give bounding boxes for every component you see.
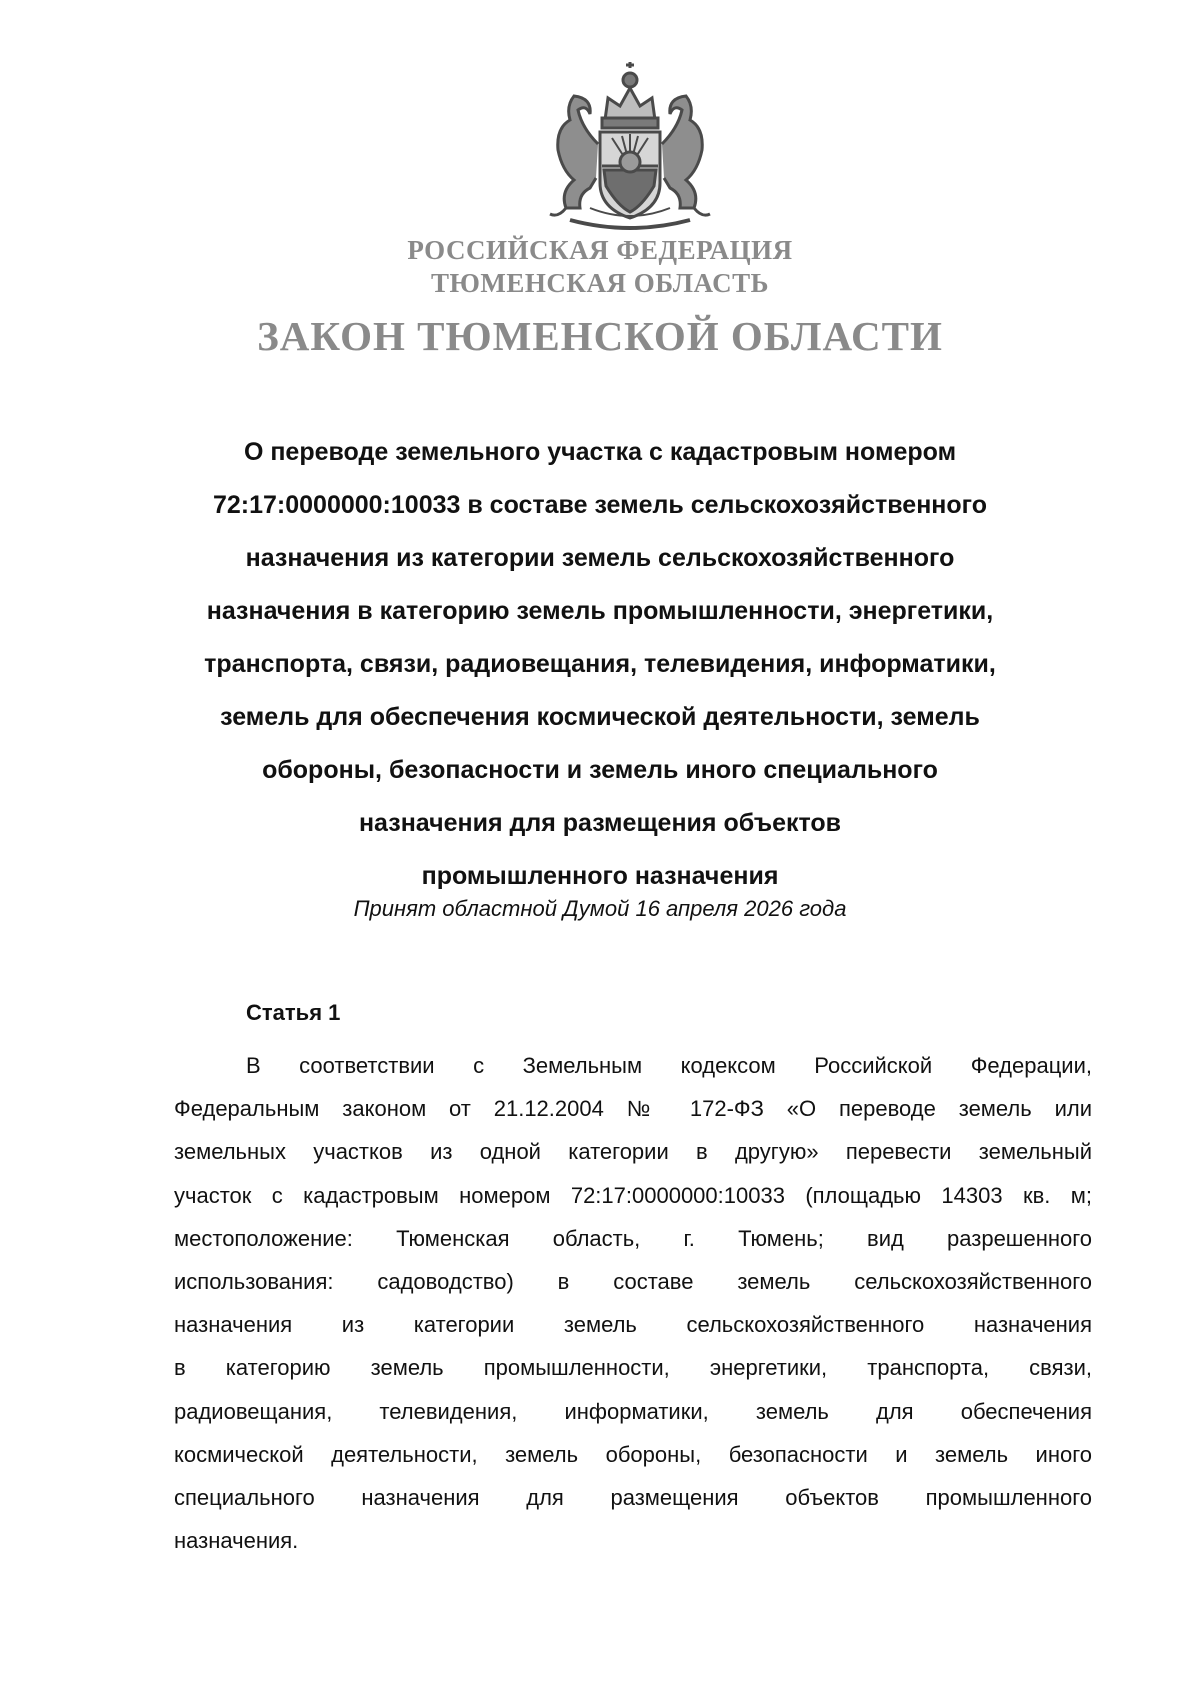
article-line: участок с кадастровым номером 72:17:0000000:10033 (площадью 14303 кв. м; xyxy=(174,1182,1092,1208)
law-title-line: транспорта, связи, радиовещания, телевидения, информатики, xyxy=(204,650,996,678)
article-line: назначения из категории земель сельскохозяйственного назначения xyxy=(174,1312,1092,1338)
article-line: назначения. xyxy=(174,1528,299,1554)
article-line: земельных участков из одной категории в другую» перевести земельный xyxy=(174,1139,1092,1165)
law-title-line: назначения из категории земель сельскохозяйственного xyxy=(245,544,955,572)
adoption-note: Принят областной Думой 16 апреля 2026 года xyxy=(353,896,847,921)
law-title-line: обороны, безопасности и земель иного специального xyxy=(262,756,938,784)
law-title-line: земель для обеспечения космической деятельности, земель xyxy=(220,703,980,731)
article-line: В соответствии с Земельным кодексом Российской Федерации, xyxy=(246,1053,1092,1078)
law-title-line: назначения для размещения объектов xyxy=(358,809,842,837)
law-title-line: О переводе земельного участка с кадастровым номером xyxy=(243,438,957,466)
article-line: использования: садоводство) в составе земель сельскохозяйственного xyxy=(174,1268,1092,1294)
article-heading: Статья 1 xyxy=(246,1000,341,1025)
region-heading: ТЮМЕНСКАЯ ОБЛАСТЬ xyxy=(430,268,770,298)
article-line: местоположение: Тюменская область, г. Тюмень; вид разрешенного xyxy=(174,1225,1092,1251)
article-line: специального назначения для размещения объектов промышленного xyxy=(174,1484,1092,1510)
article-line: в категорию земель промышленности, энергетики, транспорта, связи, xyxy=(174,1355,1092,1381)
coat-of-arms-icon xyxy=(530,58,730,236)
article-line: космической деятельности, земель обороны, безопасности и земель иного xyxy=(174,1441,1092,1467)
article-body xyxy=(174,1044,1092,1562)
country-heading: РОССИЙСКАЯ ФЕДЕРАЦИЯ xyxy=(407,235,793,265)
law-title-line: назначения в категорию земель промышленности, энергетики, xyxy=(206,597,994,625)
article-line: радиовещания, телевидения, информатики, земель для обеспечения xyxy=(174,1398,1092,1424)
law-title-line: промышленного назначения xyxy=(421,862,779,890)
law-heading: ЗАКОН ТЮМЕНСКОЙ ОБЛАСТИ xyxy=(257,313,943,359)
law-title-line: 72:17:0000000:10033 в составе земель сельскохозяйственного xyxy=(212,491,988,519)
article-line: Федеральным законом от 21.12.2004 № 172-ФЗ «О переводе земель или xyxy=(174,1096,1092,1122)
law-title xyxy=(150,426,1050,903)
